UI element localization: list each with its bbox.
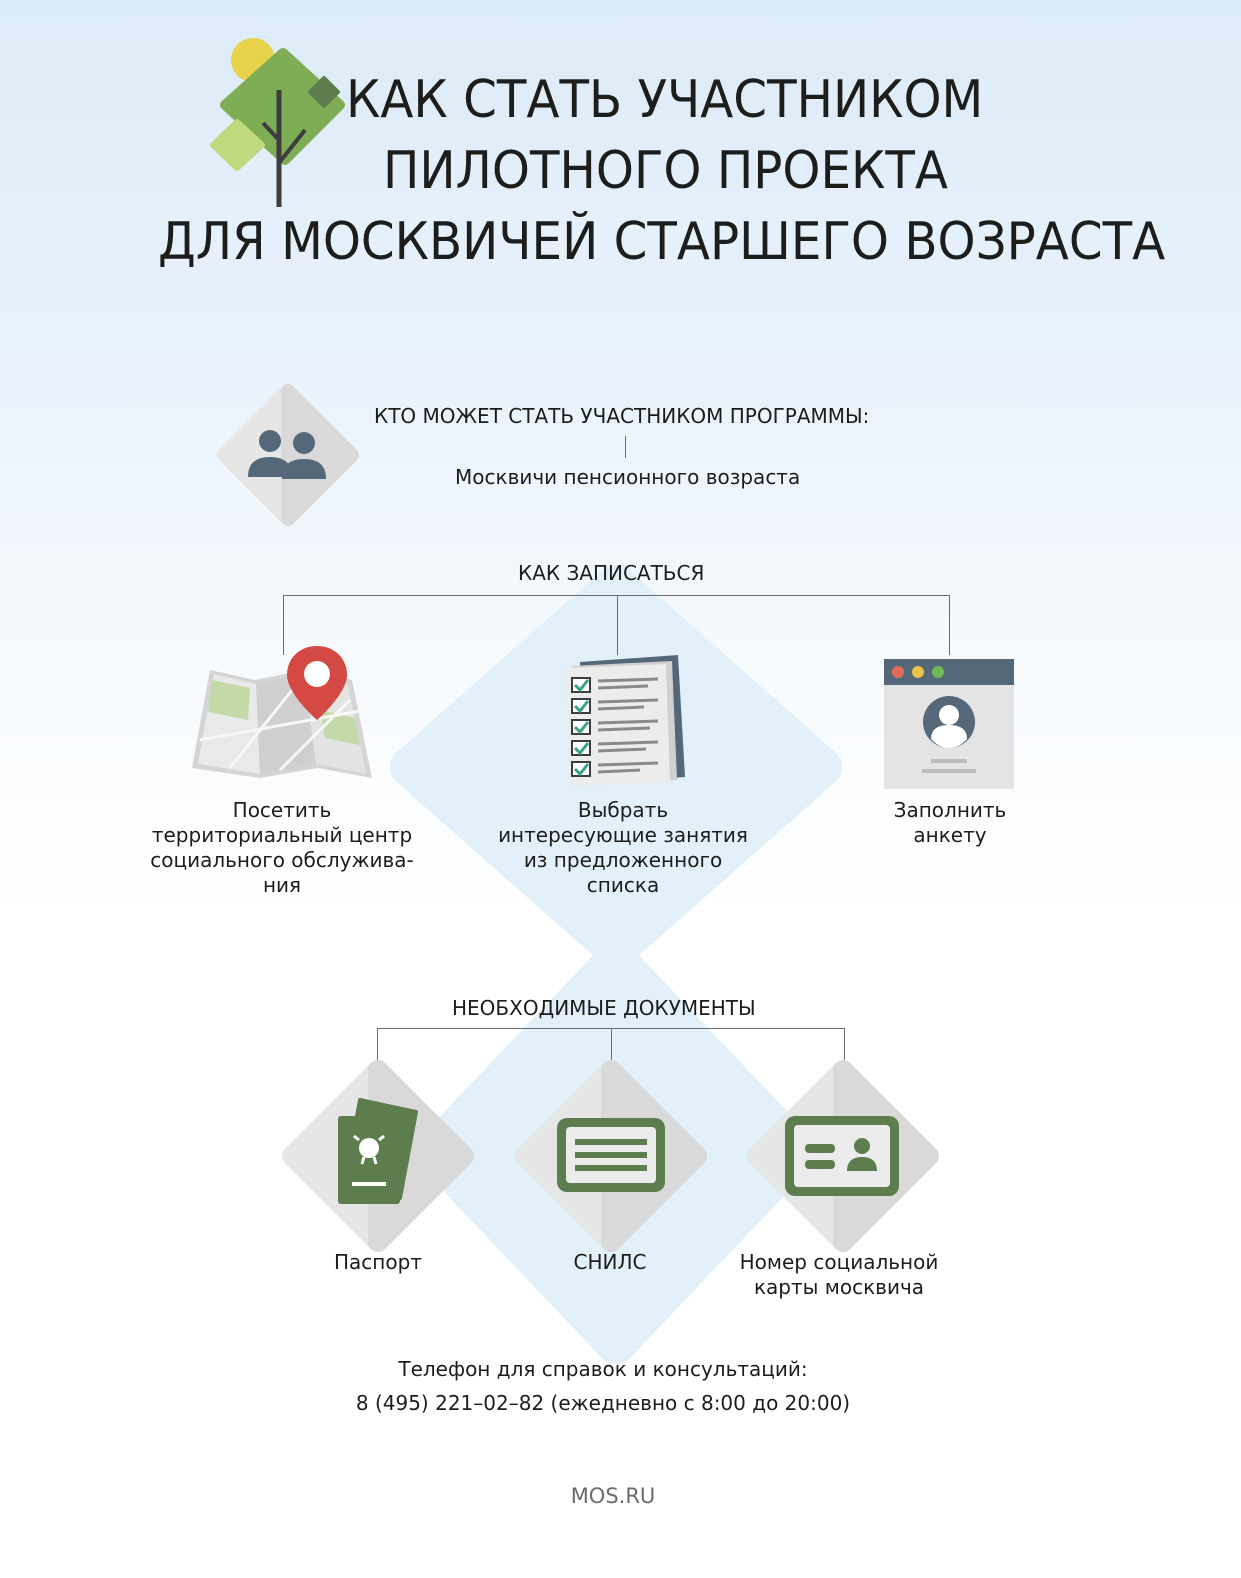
- footer-site: MOS.RU: [570, 1484, 656, 1508]
- doc-snils-text: [510, 1250, 710, 1275]
- step-choose-line-2: интересующие занятия: [498, 823, 748, 847]
- contact-block: [300, 1352, 906, 1420]
- title-line-1: КАК СТАТЬ УЧАСТНИКОМ: [346, 70, 984, 130]
- step-form-text: [830, 798, 1070, 848]
- map-pin-icon: [190, 640, 375, 785]
- contact-phone: 8 (495) 221–02–82 (ежедневно с 8:00 до 20:00): [355, 1391, 851, 1415]
- signup-bracket-mid: [617, 595, 618, 655]
- doc-social-card-line-1: Номер социальной: [739, 1250, 939, 1274]
- tree-logo-icon: [205, 35, 350, 210]
- documents-bracket-left: [377, 1028, 378, 1062]
- documents-bracket-right: [844, 1028, 845, 1062]
- step-form-line-2: анкету: [913, 823, 987, 847]
- step-choose-text: [473, 798, 773, 898]
- doc-passport-text: [278, 1250, 478, 1275]
- social-card-icon: [747, 1060, 939, 1252]
- signup-bracket-right: [949, 595, 950, 655]
- step-choose-line-3: из предложенного: [523, 848, 723, 872]
- who-text: Москвичи пенсионного возраста: [455, 465, 801, 489]
- step-visit-text: [132, 798, 432, 898]
- contact-label: Телефон для справок и консультаций:: [398, 1357, 808, 1381]
- passport-icon: [282, 1060, 474, 1252]
- who-heading: КТО МОЖЕТ СТАТЬ УЧАСТНИКОМ ПРОГРАММЫ:: [374, 404, 870, 428]
- step-choose-line-1: Выбрать: [577, 798, 669, 822]
- doc-social-card-text: [724, 1250, 954, 1300]
- doc-snils-line-1: СНИЛС: [573, 1250, 647, 1274]
- doc-social-card-line-2: карты москвича: [753, 1275, 925, 1299]
- step-choose-line-4: списка: [586, 873, 660, 897]
- who-connector: [625, 436, 626, 458]
- step-visit-line-4: ния: [262, 873, 302, 897]
- step-visit-line-3: социального обслужива-: [150, 848, 414, 872]
- doc-passport-line-1: Паспорт: [334, 1250, 422, 1274]
- signup-heading: КАК ЗАПИСАТЬСЯ: [518, 561, 705, 585]
- step-visit-line-1: Посетить: [232, 798, 332, 822]
- step-form-line-1: Заполнить: [893, 798, 1007, 822]
- documents-bracket-mid: [611, 1028, 612, 1062]
- documents-heading: НЕОБХОДИМЫЕ ДОКУМЕНТЫ: [452, 996, 756, 1020]
- snils-card-icon: [515, 1060, 707, 1252]
- checklist-icon: [560, 652, 690, 792]
- people-icon: [218, 385, 358, 525]
- profile-form-icon: [884, 659, 1016, 791]
- step-visit-line-2: территориальный центр: [151, 823, 413, 847]
- title-line-2: ПИЛОТНОГО ПРОЕКТА: [383, 141, 948, 201]
- title-line-3: ДЛЯ МОСКВИЧЕЙ СТАРШЕГО ВОЗРАСТА: [158, 212, 1166, 272]
